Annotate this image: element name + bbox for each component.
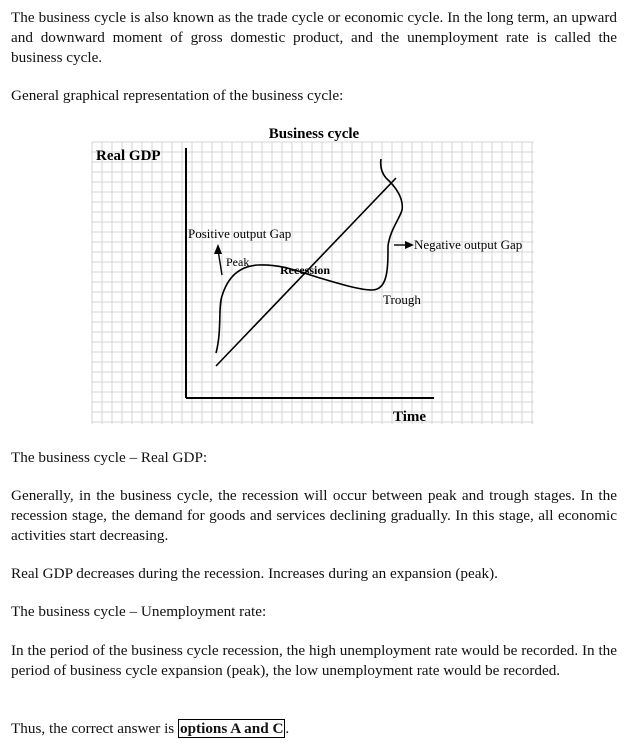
peak-arrowhead [214,244,222,254]
recession-label: Recession [280,263,330,277]
unemployment-heading: The business cycle – Unemployment rate: [11,603,267,620]
answer-highlight: options A and C [180,720,284,737]
trough-label: Trough [383,292,421,307]
unemployment-paragraph: In the period of the business cycle recession, the high unemployment rate would be recorded. In the period of business cycle expansion (peak), the low unemployment rate would be recorded. [11,642,617,679]
x-axis-label: Time [393,409,427,425]
conclusion-prefix: Thus, the correct answer is [11,720,179,737]
gdp-paragraph-1: Generally, in the business cycle, the recession will occur between peak and trough stages. In the recession stage, the demand for goods and services declining gradually. In this stage, all economic activities start decreasing. [11,487,617,544]
negative-gap-label: Negative output Gap [414,237,523,252]
graph-intro-text: General graphical representation of the business cycle: [11,87,344,104]
gdp-paragraph-2: Real GDP decreases during the recession. Increases during an expansion (peak). [11,565,498,582]
intro-paragraph: The business cycle is also known as the trade cycle or economic cycle. In the long term, an upward and downward moment of gross domestic product, and the unemployment rate is called the business cycle. [11,9,617,66]
y-axis-label: Real GDP [96,148,161,164]
figure-title: Business cycle [268,126,360,142]
background-grid [92,142,534,424]
gdp-heading: The business cycle – Real GDP: [11,449,208,466]
conclusion-suffix: . [285,720,290,737]
business-cycle-figure [0,118,629,430]
peak-label: Peak [226,255,250,269]
conclusion-line [11,719,617,739]
positive-gap-label: Positive output Gap [188,226,292,241]
